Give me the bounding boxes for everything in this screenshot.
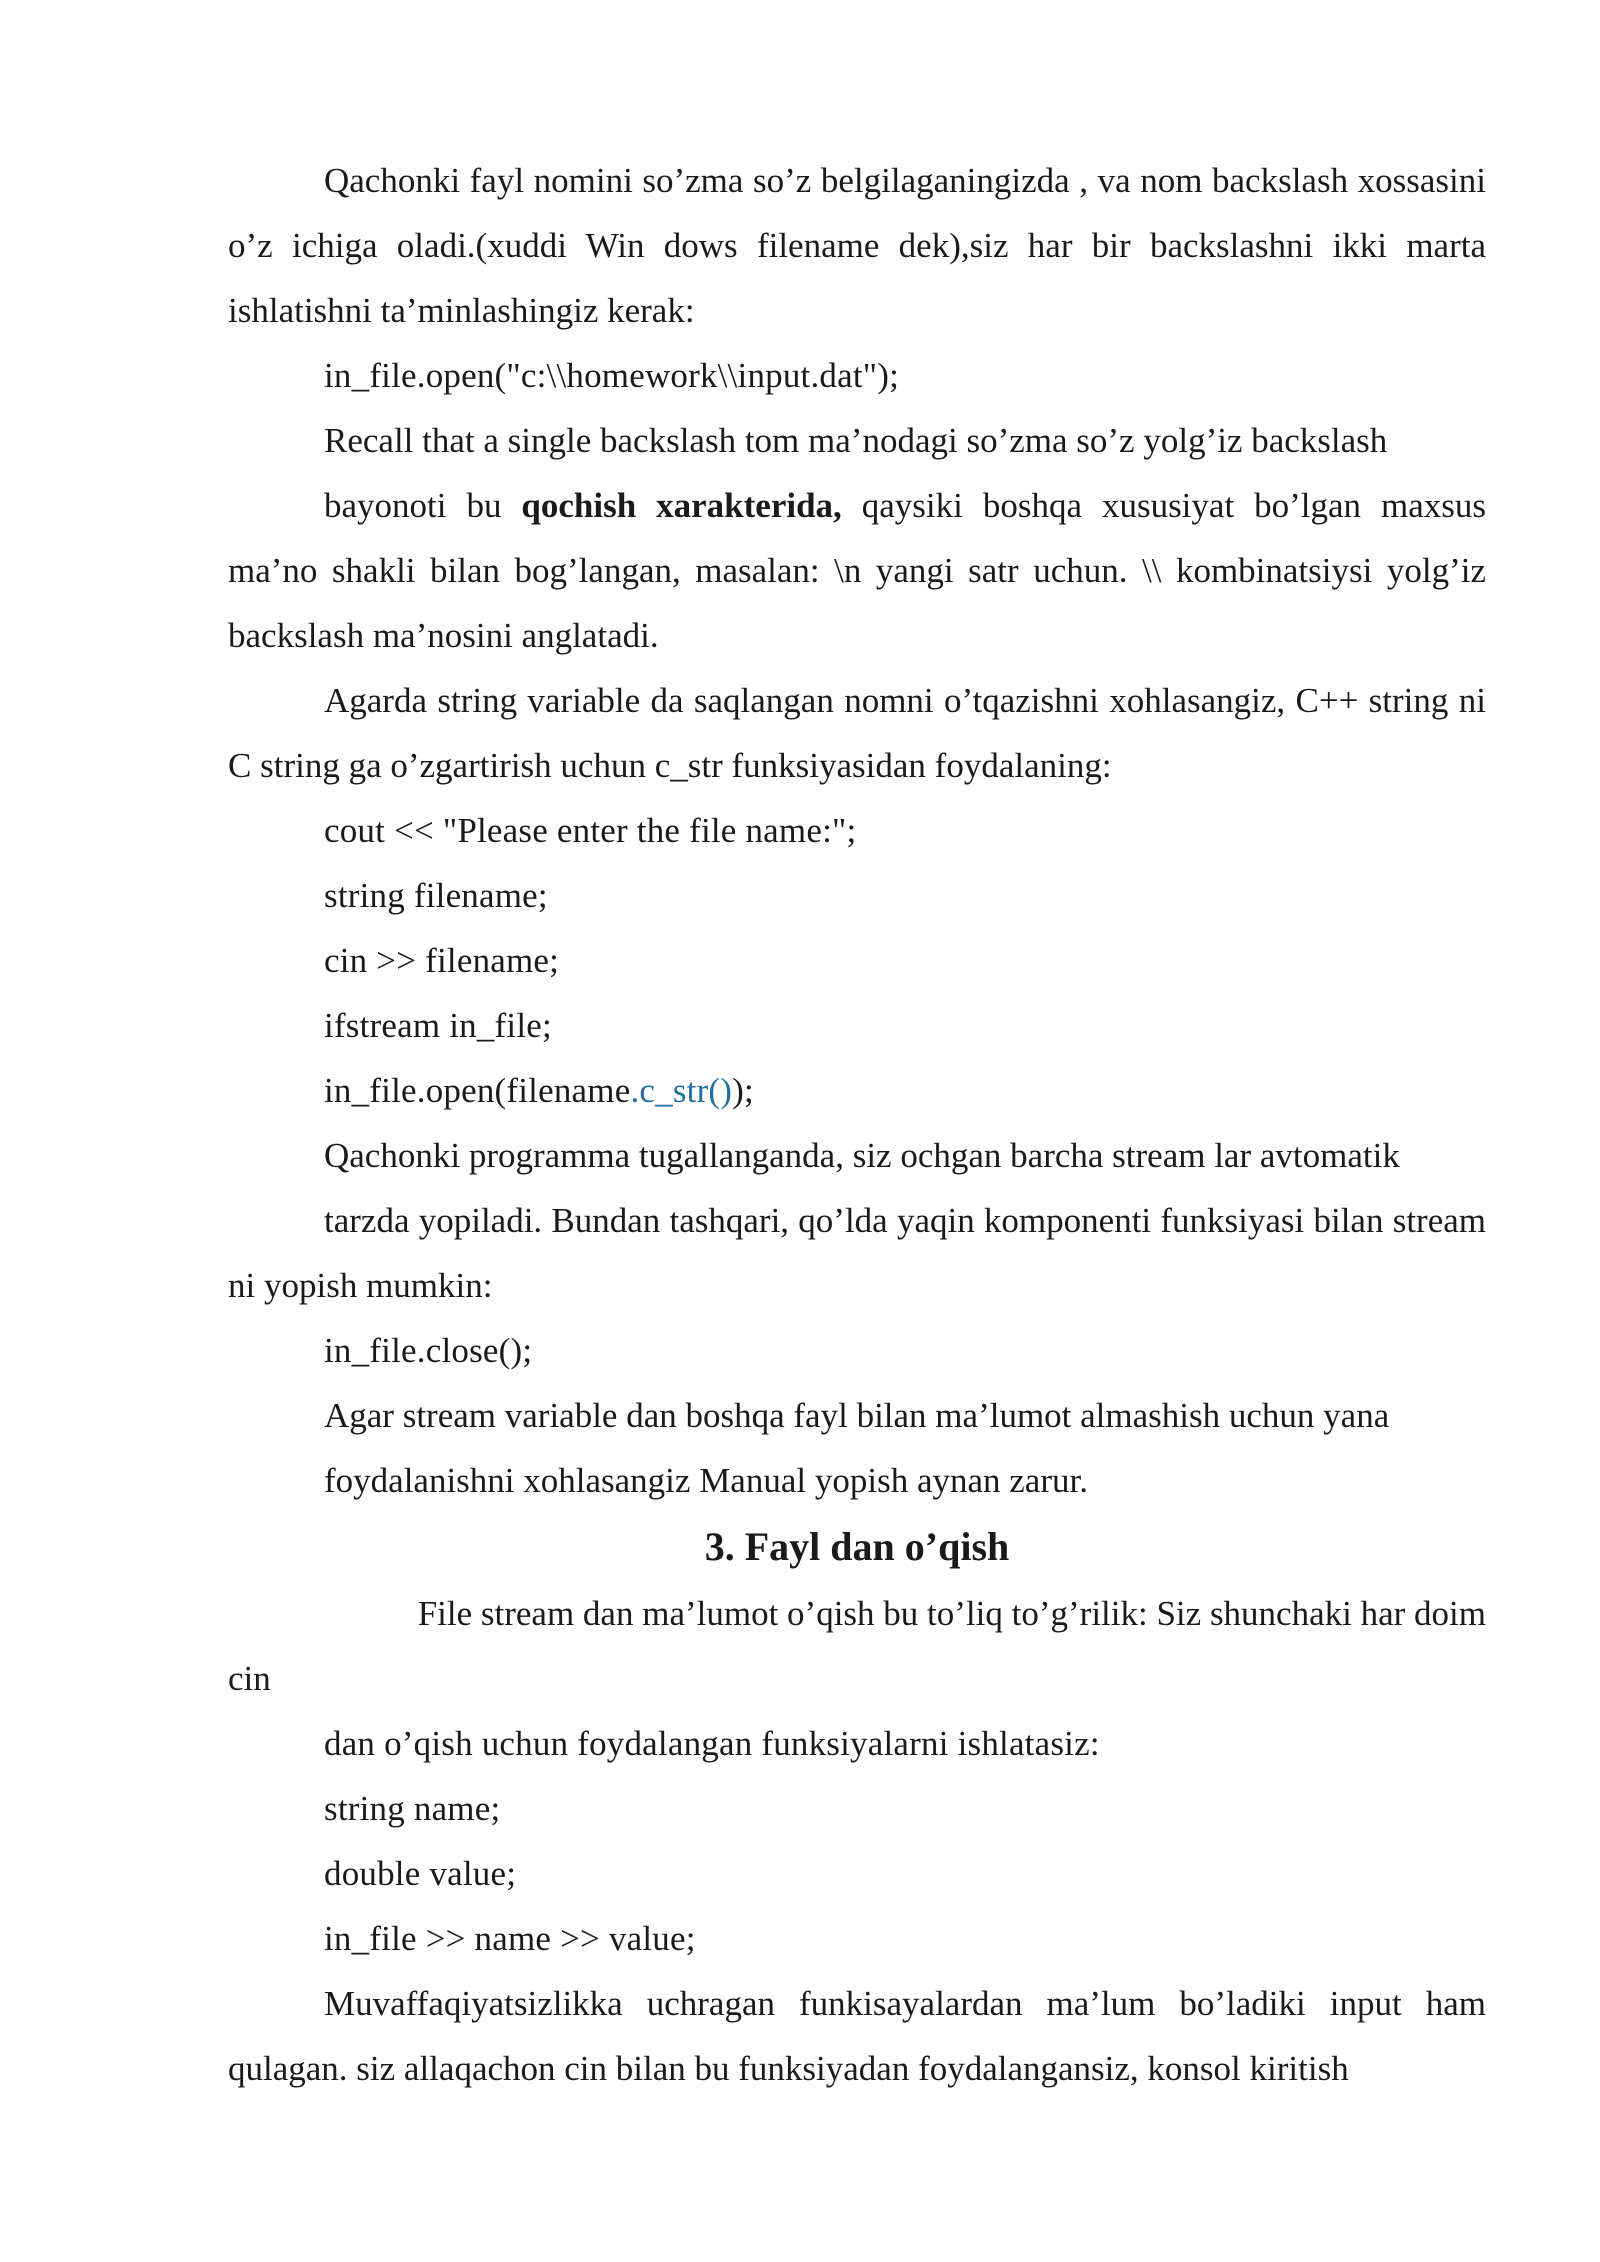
code-cout-prompt: cout << "Please enter the file name:"; xyxy=(324,811,857,850)
paragraph-escape-character xyxy=(228,473,1486,668)
code-open-filename xyxy=(228,1058,1486,1123)
code-open-homework: in_file.open("c:\\homework\\input.dat"); xyxy=(324,356,900,395)
section-heading-reading: 3. Fayl dan o’qish xyxy=(704,1524,1010,1569)
code-double-value: double value; xyxy=(324,1854,517,1893)
paragraph-manual-close-line2: foydalanishni xohlasangiz Manual yopish aynan zarur. xyxy=(324,1461,1088,1500)
code-c-str-call: .c_str() xyxy=(630,1071,733,1110)
paragraph-failure: Muvaffaqiyatsizlikka uchragan funkisayalardan ma’lum bo’ladiki input ham qulagan. siz allaqachon cin bilan bu funksiyadan foydalangansiz, konsol kiritish xyxy=(228,1984,1486,2088)
close-stream-text: tarzda yopiladi. Bundan tashqari, qo’lda yaqin komponenti funksiyasi bilan stream ni yopish mumkin: xyxy=(228,1201,1486,1305)
escape-text-bold: qochish xarakterida, xyxy=(521,486,842,525)
paragraph-file-stream-line2: cin xyxy=(228,1659,271,1698)
paragraph-close-stream xyxy=(228,1188,1486,1318)
code-in-file-read: in_file >> name >> value; xyxy=(324,1919,696,1958)
paragraph-recall-line: Recall that a single backslash tom ma’nodagi so’zma so’z yolg’iz backslash xyxy=(324,421,1388,460)
paragraph-manual-close-line1: Agar stream variable dan boshqa fayl bilan ma’lumot almashish uchun yana xyxy=(324,1396,1390,1435)
code-cin-filename: cin >> filename; xyxy=(324,941,560,980)
escape-text-pre: bayonoti bu xyxy=(324,486,522,525)
code-string-filename: string filename; xyxy=(324,876,548,915)
paragraph-use-functions: dan o’qish uchun foydalangan funksiyalarni ishlatasiz: xyxy=(324,1724,1100,1763)
escape-text-post: qaysiki boshqa xususiyat bo’lgan maxsus ma’no shakli bilan bog’langan, masalan: \n yangi satr uchun. \\ kombinatsiysi yolg’iz backslash ma’nosini anglatadi. xyxy=(228,486,1486,655)
paragraph-program-end-line: Qachonki programma tugallanganda, siz ochgan barcha stream lar avtomatik xyxy=(324,1136,1400,1175)
paragraph-file-stream-line1: File stream dan ma’lumot o’qish bu to’liq to’g’rilik: Siz shunchaki har doim xyxy=(417,1594,1486,1633)
paragraph-backslash-intro: Qachonki fayl nomini so’zma so’z belgilaganingizda , va nom backslash xossasini o’z ichiga oladi.(xuddi Win dows filename dek),siz har bir backslashni ikki marta ishlatishni ta’minlashingiz kerak: xyxy=(228,161,1486,330)
code-ifstream: ifstream in_file; xyxy=(324,1006,552,1045)
code-string-name: string name; xyxy=(324,1789,501,1828)
page-content xyxy=(228,148,1486,2101)
paragraph-c-str: Agarda string variable da saqlangan nomni o’tqazishni xohlasangiz, C++ string ni C string ga o’zgartirish uchun c_str funksiyasidan foydalaning: xyxy=(228,681,1486,785)
code-close: in_file.close(); xyxy=(324,1331,533,1370)
code-open-pre: in_file.open(filename xyxy=(324,1071,631,1110)
code-open-post: ); xyxy=(732,1071,754,1110)
